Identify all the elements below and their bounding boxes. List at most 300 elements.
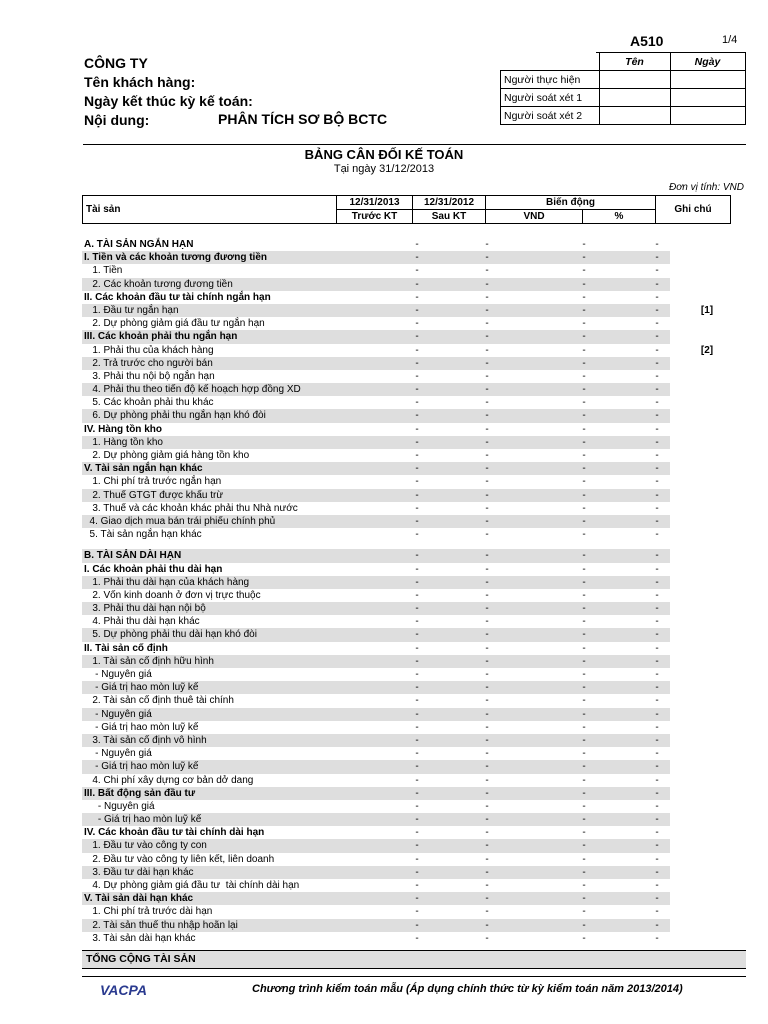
balance-sheet-rows	[82, 238, 746, 945]
balance-row	[82, 800, 746, 813]
change-vnd: -	[582, 827, 586, 839]
row-label: 2. Đầu tư vào công ty liên kết, liên doanh	[84, 853, 275, 865]
row-label: 5. Tài sản ngắn hạn khác	[84, 529, 202, 541]
change-vnd: -	[582, 629, 586, 641]
value-2012: -	[485, 787, 489, 799]
signoff-row-label: Người soát xét 1	[501, 89, 600, 107]
signoff-row-label: Người soát xét 2	[501, 107, 600, 125]
value-2013: -	[415, 450, 419, 461]
row-label: 2. Trả trước cho người bán	[84, 357, 213, 369]
value-2012: -	[485, 761, 489, 773]
balance-row	[82, 721, 746, 734]
value-2013: -	[415, 476, 419, 488]
value-2012: -	[485, 669, 489, 680]
row-label: V. Tài sản dài hạn khác	[84, 893, 194, 905]
change-vnd: -	[582, 669, 586, 680]
balance-row	[82, 655, 746, 668]
balance-row	[82, 515, 746, 528]
signoff-date-cell[interactable]	[670, 89, 745, 107]
row-label: 4. Giao dịch mua bán trái phiếu chính phủ	[84, 515, 276, 527]
change-vnd: -	[582, 576, 586, 588]
value-2012: -	[485, 476, 489, 488]
value-2013: -	[415, 814, 419, 826]
change-pct: -	[655, 734, 659, 746]
change-vnd: -	[582, 642, 586, 654]
value-2012: -	[485, 932, 489, 944]
row-label: 4. Phải thu theo tiến độ kế hoạch hợp đồng XD	[84, 384, 301, 396]
change-pct: -	[655, 476, 659, 488]
value-2013: -	[415, 734, 419, 746]
change-vnd: -	[582, 814, 586, 826]
change-vnd: -	[582, 291, 586, 303]
change-vnd: -	[582, 239, 586, 250]
value-2012: -	[485, 682, 489, 694]
col2-date-header: 12/31/2012	[413, 196, 486, 210]
value-2013: -	[415, 629, 419, 641]
pct-header: %	[583, 210, 656, 224]
value-2013: -	[415, 761, 419, 773]
row-label: - Nguyên giá	[84, 800, 155, 812]
value-2013: -	[415, 576, 419, 588]
change-pct: -	[655, 616, 659, 628]
change-vnd: -	[582, 476, 586, 488]
value-2012: -	[485, 436, 489, 448]
vnd-header: VND	[486, 210, 583, 224]
value-2012: -	[485, 563, 489, 575]
row-label: 5. Dự phòng phải thu dài hạn khó đòi	[84, 629, 257, 641]
balance-row	[82, 449, 746, 462]
change-pct: -	[655, 397, 659, 409]
row-note: [2]	[700, 344, 714, 356]
value-2013: -	[415, 682, 419, 694]
balance-row	[82, 787, 746, 800]
change-pct: -	[655, 814, 659, 826]
change-vnd: -	[582, 708, 586, 720]
value-2012: -	[485, 840, 489, 852]
balance-row	[82, 251, 746, 264]
value-2013: -	[415, 642, 419, 654]
unit-label: Đơn vị tính: VND	[669, 182, 744, 193]
value-2012: -	[485, 906, 489, 918]
value-2012: -	[485, 502, 489, 514]
change-pct: -	[655, 410, 659, 422]
value-2013: -	[415, 906, 419, 918]
company-label: CÔNG TY	[84, 55, 148, 71]
change-pct: -	[655, 318, 659, 330]
value-2013: -	[415, 550, 419, 562]
balance-row	[82, 475, 746, 488]
change-pct: -	[655, 576, 659, 588]
change-vnd: -	[582, 318, 586, 330]
value-2012: -	[485, 344, 489, 356]
value-2013: -	[415, 603, 419, 615]
value-2012: -	[485, 304, 489, 316]
value-2013: -	[415, 515, 419, 527]
change-pct: -	[655, 748, 659, 760]
balance-row	[82, 330, 746, 343]
change-pct: -	[655, 423, 659, 435]
change-pct: -	[655, 563, 659, 575]
value-2013: -	[415, 278, 419, 290]
row-label: III. Các khoản phải thu ngắn hạn	[84, 331, 238, 343]
row-label: - Giá trị hao mòn luỹ kế	[84, 682, 199, 694]
value-2013: -	[415, 489, 419, 501]
value-2012: -	[485, 239, 489, 250]
change-pct: -	[655, 450, 659, 461]
change-pct: -	[655, 357, 659, 369]
balance-row	[82, 589, 746, 602]
balance-row	[82, 563, 746, 576]
form-code: A510	[630, 33, 664, 49]
change-pct: -	[655, 603, 659, 615]
row-label: II. Các khoản đầu tư tài chính ngắn hạn	[84, 291, 271, 303]
value-2013: -	[415, 252, 419, 264]
total-assets-row	[82, 950, 746, 969]
change-vnd: -	[582, 502, 586, 514]
balance-row	[82, 238, 746, 251]
value-2013: -	[415, 787, 419, 799]
change-vnd: -	[582, 489, 586, 501]
row-label: 1. Tiền	[84, 265, 123, 277]
row-label: II. Tài sản cố định	[84, 642, 168, 654]
change-pct: -	[655, 278, 659, 290]
value-2013: -	[415, 463, 419, 475]
row-label: - Giá trị hao mòn luỹ kế	[84, 761, 199, 773]
change-vnd: -	[582, 384, 586, 396]
row-label: 1. Chi phí trả trước dài hạn	[84, 906, 213, 918]
balance-row	[82, 628, 746, 641]
balance-row	[82, 383, 746, 396]
value-2012: -	[485, 318, 489, 330]
change-vnd: -	[582, 410, 586, 422]
change-pct: -	[655, 893, 659, 905]
period-label: Ngày kết thúc kỳ kế toán:	[84, 93, 253, 109]
value-2012: -	[485, 734, 489, 746]
change-vnd: -	[582, 550, 586, 562]
value-2013: -	[415, 423, 419, 435]
change-vnd: -	[582, 787, 586, 799]
change-vnd: -	[582, 529, 586, 541]
row-label: 1. Phải thu của khách hàng	[84, 344, 214, 356]
balance-row	[82, 853, 746, 866]
change-vnd: -	[582, 344, 586, 356]
change-vnd: -	[582, 800, 586, 812]
change-pct: -	[655, 463, 659, 475]
row-label: IV. Các khoản đầu tư tài chính dài hạn	[84, 827, 265, 839]
row-label: 3. Tài sản cố định vô hình	[84, 734, 207, 746]
document-title: BẢNG CÂN ĐỐI KẾ TOÁN	[304, 147, 464, 162]
client-label: Tên khách hàng:	[84, 74, 196, 90]
change-pct: -	[655, 642, 659, 654]
value-2013: -	[415, 866, 419, 878]
row-label: 1. Đầu tư ngắn hạn	[84, 304, 179, 316]
value-2013: -	[415, 893, 419, 905]
value-2012: -	[485, 423, 489, 435]
change-pct: -	[655, 655, 659, 667]
value-2013: -	[415, 502, 419, 514]
value-2013: -	[415, 304, 419, 316]
row-label: IV. Hàng tồn kho	[84, 423, 162, 435]
vacpa-logo	[100, 982, 166, 998]
row-label: 2. Dự phòng giảm giá đầu tư ngắn hạn	[84, 318, 265, 330]
change-vnd: -	[582, 563, 586, 575]
value-2012: -	[485, 489, 489, 501]
value-2012: -	[485, 291, 489, 303]
row-label: V. Tài sản ngắn hạn khác	[84, 463, 203, 475]
value-2013: -	[415, 932, 419, 944]
col1-date-header: 12/31/2013	[337, 196, 413, 210]
change-pct: -	[655, 669, 659, 680]
change-pct: -	[655, 853, 659, 865]
change-vnd: -	[582, 589, 586, 601]
content-label: Nội dung:	[84, 112, 150, 128]
change-pct: -	[655, 304, 659, 316]
change-pct: -	[655, 291, 659, 303]
value-2013: -	[415, 397, 419, 409]
balance-row	[82, 436, 746, 449]
value-2013: -	[415, 589, 419, 601]
signoff-name-cell[interactable]	[599, 107, 670, 125]
change-vnd: -	[582, 397, 586, 409]
change-pct: -	[655, 629, 659, 641]
change-pct: -	[655, 721, 659, 733]
row-spacer	[82, 541, 746, 549]
change-vnd: -	[582, 721, 586, 733]
row-label: 2. Tài sản thuế thu nhập hoãn lại	[84, 919, 238, 931]
row-label: - Giá trị hao mòn luỹ kế	[84, 721, 199, 733]
value-2013: -	[415, 384, 419, 396]
balance-row	[82, 892, 746, 905]
value-2012: -	[485, 866, 489, 878]
value-2012: -	[485, 397, 489, 409]
row-label: I. Tiền và các khoản tương đương tiền	[84, 252, 267, 264]
balance-row	[82, 291, 746, 304]
signoff-date-cell[interactable]	[670, 71, 745, 89]
balance-row	[82, 879, 746, 892]
row-label: 1. Phải thu dài hạn của khách hàng	[84, 576, 250, 588]
footer-text: Chương trình kiểm toán mẫu (Áp dụng chính thức từ kỳ kiểm toán năm 2013/2014)	[252, 983, 683, 995]
balance-row	[82, 615, 746, 628]
change-pct: -	[655, 515, 659, 527]
note-header: Ghi chú	[656, 196, 731, 224]
change-pct: -	[655, 265, 659, 277]
balance-row	[82, 774, 746, 787]
signoff-table	[500, 52, 746, 125]
balance-row	[82, 549, 746, 562]
row-label: B. TÀI SẢN DÀI HẠN	[84, 550, 182, 562]
change-header: Biến động	[486, 196, 656, 210]
value-2013: -	[415, 318, 419, 330]
change-pct: -	[655, 502, 659, 514]
change-vnd: -	[582, 515, 586, 527]
value-2013: -	[415, 840, 419, 852]
change-vnd: -	[582, 265, 586, 277]
value-2012: -	[485, 357, 489, 369]
row-label: 6. Dự phòng phải thu ngắn hạn khó đòi	[84, 410, 266, 422]
value-2012: -	[485, 721, 489, 733]
value-2012: -	[485, 655, 489, 667]
footer-divider	[82, 976, 746, 977]
row-label: 1. Chi phí trả trước ngắn hạn	[84, 476, 222, 488]
change-pct: -	[655, 252, 659, 264]
value-2012: -	[485, 384, 489, 396]
balance-row	[82, 264, 746, 277]
change-pct: -	[655, 239, 659, 250]
value-2013: -	[415, 436, 419, 448]
change-vnd: -	[582, 423, 586, 435]
change-vnd: -	[582, 450, 586, 461]
balance-sheet-header	[82, 195, 731, 224]
balance-row	[82, 760, 746, 773]
value-2012: -	[485, 463, 489, 475]
balance-row	[82, 409, 746, 422]
change-vnd: -	[582, 695, 586, 707]
balance-row	[82, 681, 746, 694]
value-2012: -	[485, 629, 489, 641]
balance-row	[82, 370, 746, 383]
value-2012: -	[485, 265, 489, 277]
value-2012: -	[485, 853, 489, 865]
row-label: - Giá trị hao mòn luỹ kế	[84, 814, 202, 826]
change-vnd: -	[582, 278, 586, 290]
change-pct: -	[655, 370, 659, 382]
balance-row	[82, 826, 746, 839]
value-2013: -	[415, 669, 419, 680]
balance-row	[82, 932, 746, 945]
value-2013: -	[415, 880, 419, 891]
row-label: 3. Thuế và các khoản khác phải thu Nhà nước	[84, 502, 298, 514]
value-2012: -	[485, 331, 489, 343]
value-2013: -	[415, 919, 419, 931]
change-pct: -	[655, 827, 659, 839]
value-2012: -	[485, 708, 489, 720]
col1-sub-header: Trước KT	[337, 210, 413, 224]
total-assets-label: TỔNG CỘNG TÀI SẢN	[86, 953, 196, 965]
balance-row	[82, 734, 746, 747]
row-label: - Nguyên giá	[84, 708, 152, 720]
signoff-name-cell[interactable]	[599, 71, 670, 89]
balance-row	[82, 668, 746, 681]
logo-text: VACPA	[100, 982, 147, 998]
value-2013: -	[415, 265, 419, 277]
row-label: 3. Tài sản dài hạn khác	[84, 932, 196, 944]
change-vnd: -	[582, 932, 586, 944]
row-label: - Nguyên giá	[84, 748, 152, 760]
change-pct: -	[655, 489, 659, 501]
row-label: 4. Phải thu dài hạn khác	[84, 616, 200, 628]
row-label: III. Bất động sản đầu tư	[84, 787, 196, 799]
value-2012: -	[485, 919, 489, 931]
value-2013: -	[415, 529, 419, 541]
value-2013: -	[415, 721, 419, 733]
change-vnd: -	[582, 866, 586, 878]
change-pct: -	[655, 344, 659, 356]
value-2012: -	[485, 642, 489, 654]
balance-row	[82, 602, 746, 615]
change-vnd: -	[582, 853, 586, 865]
balance-row	[82, 304, 746, 317]
change-vnd: -	[582, 655, 586, 667]
value-2013: -	[415, 695, 419, 707]
value-2012: -	[485, 529, 489, 541]
value-2013: -	[415, 357, 419, 369]
balance-row	[82, 576, 746, 589]
row-note: [1]	[700, 304, 714, 316]
change-vnd: -	[582, 304, 586, 316]
row-label: I. Các khoản phải thu dài hạn	[84, 563, 223, 575]
value-2012: -	[485, 603, 489, 615]
row-label: 3. Phải thu nội bộ ngắn hạn	[84, 370, 215, 382]
value-2013: -	[415, 774, 419, 786]
change-pct: -	[655, 919, 659, 931]
row-label: 2. Vốn kinh doanh ở đơn vị trực thuộc	[84, 589, 261, 601]
balance-row	[82, 747, 746, 760]
change-vnd: -	[582, 370, 586, 382]
change-pct: -	[655, 932, 659, 944]
value-2013: -	[415, 616, 419, 628]
value-2013: -	[415, 827, 419, 839]
row-label: 1. Đầu tư vào công ty con	[84, 840, 207, 852]
change-vnd: -	[582, 906, 586, 918]
change-vnd: -	[582, 603, 586, 615]
value-2012: -	[485, 515, 489, 527]
signoff-name-cell[interactable]	[599, 89, 670, 107]
row-label: 2. Thuế GTGT được khấu trừ	[84, 489, 224, 501]
value-2012: -	[485, 800, 489, 812]
balance-row	[82, 866, 746, 879]
change-vnd: -	[582, 331, 586, 343]
value-2013: -	[415, 410, 419, 422]
document-subtitle: Tại ngày 31/12/2013	[333, 163, 435, 175]
signoff-name-header: Tên	[599, 53, 670, 71]
value-2013: -	[415, 370, 419, 382]
row-label: 4. Chi phí xây dựng cơ bản dở dang	[84, 774, 254, 786]
row-label: 3. Đầu tư dài hạn khác	[84, 866, 194, 878]
value-2013: -	[415, 344, 419, 356]
value-2012: -	[485, 616, 489, 628]
value-2012: -	[485, 278, 489, 290]
signoff-date-header: Ngày	[670, 53, 745, 71]
value-2012: -	[485, 450, 489, 461]
value-2013: -	[415, 708, 419, 720]
value-2012: -	[485, 748, 489, 760]
balance-row	[82, 278, 746, 291]
value-2013: -	[415, 800, 419, 812]
row-label: 1. Hàng tồn kho	[84, 436, 163, 448]
change-pct: -	[655, 436, 659, 448]
row-label: A. TÀI SẢN NGẮN HẠN	[84, 239, 194, 250]
row-label: 2. Dự phòng giảm giá hàng tồn kho	[84, 450, 250, 461]
value-2012: -	[485, 252, 489, 264]
balance-row	[82, 813, 746, 826]
value-2013: -	[415, 853, 419, 865]
change-pct: -	[655, 880, 659, 891]
balance-row	[82, 708, 746, 721]
value-2013: -	[415, 563, 419, 575]
change-vnd: -	[582, 734, 586, 746]
change-pct: -	[655, 840, 659, 852]
change-vnd: -	[582, 748, 586, 760]
signoff-date-cell[interactable]	[670, 107, 745, 125]
value-2013: -	[415, 239, 419, 250]
value-2012: -	[485, 410, 489, 422]
row-label: 3. Phải thu dài hạn nội bộ	[84, 603, 206, 615]
change-vnd: -	[582, 919, 586, 931]
balance-row	[82, 317, 746, 330]
change-vnd: -	[582, 436, 586, 448]
value-2013: -	[415, 748, 419, 760]
row-label: 4. Dự phòng giảm giá đầu tư tài chính dài hạn	[84, 880, 300, 891]
